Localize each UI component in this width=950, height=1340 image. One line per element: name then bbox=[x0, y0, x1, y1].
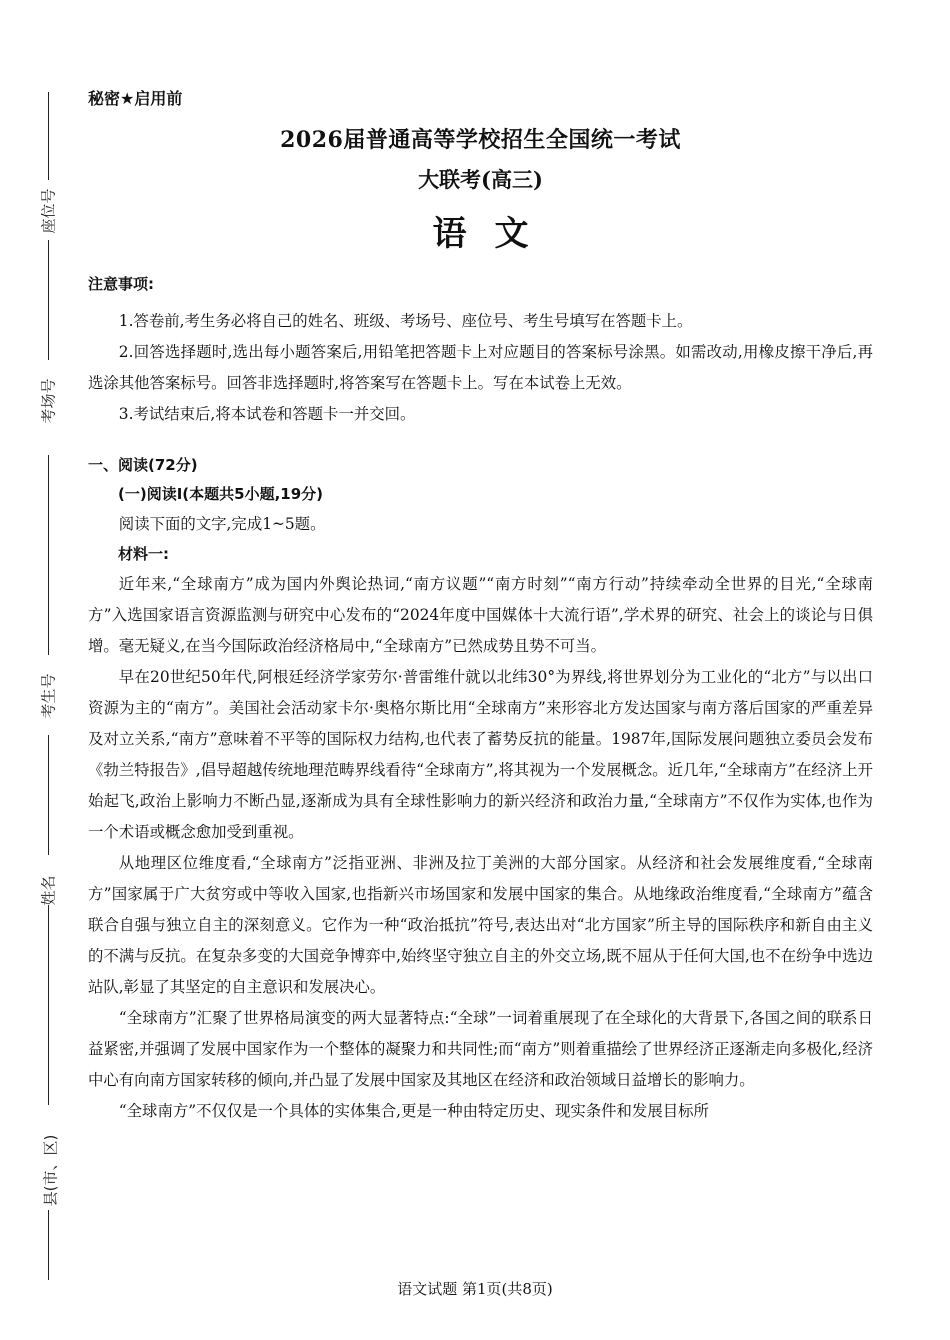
subsection-title: (一)阅读Ⅰ(本题共5小题,19分) bbox=[118, 485, 324, 503]
article-paragraph: 近年来,“全球南方”成为国内外舆论热词,“南方议题”“南方时刻”“南方行动”持续牵动全世界的目光,“全球南方”入选国家语言资源监测与研究中心发布的“2024年度中国媒体十大流行语”,学术界的研究、社会上的谈论与日俱增。毫无疑义,在当今国际政治经济格局中,“全球南方”已然成势且势不可当。 bbox=[88, 575, 873, 655]
notice-item: 2.回答选择题时,选出每小题答案后,用铅笔把答题卡上对应题目的答案标号涂黑。如需改动,用橡皮擦干净后,再选涂其他答案标号。回答非选择题时,将答案写在答题卡上。写在本试卷上无效。 bbox=[88, 343, 873, 392]
exam-page bbox=[88, 86, 873, 1127]
binding-margin bbox=[0, 0, 70, 1340]
notice-heading: 注意事项: bbox=[88, 275, 154, 293]
margin-line bbox=[48, 905, 49, 1105]
margin-line bbox=[48, 92, 49, 180]
notice-item: 3.考试结束后,将本试卷和答题卡一并交回。 bbox=[118, 405, 416, 423]
material-title: 材料一: bbox=[118, 545, 169, 563]
page-footer: 语文试题 第1页(共8页) bbox=[397, 1280, 553, 1298]
exam-room-label: 考场号 bbox=[39, 378, 58, 424]
section-title: 一、阅读(72分) bbox=[88, 456, 198, 474]
article-paragraph: 早在20世纪50年代,阿根廷经济学家劳尔·普雷维什就以北纬30°为界线,将世界划分为工业化的“北方”与以出口资源为主的“南方”。美国社会活动家卡尔·奥格尔斯比用“全球南方”来形容北方发达国家与南方落后国家的严重差异及对立关系,“南方”意味着不平等的国际权力结构,也代表了蓄势反抗的能量。1987年,国际发展问题独立委员会发布《勃兰特报告》,倡导超越传统地理范畴界线看待“全球南方”,将其视为一个发展概念。近几年,“全球南方”在经济上开始起飞,政治上影响力不断凸显,逐渐成为具有全球性影响力的新兴经济和政治力量,“全球南方”不仅作为实体,也作为一个术语或概念愈加受到重视。 bbox=[88, 668, 873, 841]
name-label: 姓名 bbox=[39, 875, 58, 906]
seat-number-label: 座位号 bbox=[39, 188, 58, 234]
exam-number-label: 考生号 bbox=[39, 673, 58, 719]
margin-line bbox=[48, 735, 49, 855]
article-paragraph: 从地理区位维度看,“全球南方”泛指亚洲、非洲及拉丁美洲的大部分国家。从经济和社会发展维度看,“全球南方”国家属于广大贫穷或中等收入国家,也指新兴市场国家和发展中国家的集合。从地缘政治维度看,“全球南方”蕴含联合自强与独立自主的深刻意义。它作为一种“政治抵抗”符号,表达出对“北方国家”所主导的国际秩序和新自由主义的不满与反抗。在复杂多变的大国竞争博弈中,始终坚守独立自主的外交立场,既不屈从于任何大国,也不在纷争中选边站队,彰显了其坚定的自主意识和发展决心。 bbox=[88, 854, 873, 996]
exam-title: 2026届普通高等学校招生全国统一考试 bbox=[280, 127, 681, 153]
exam-subtitle: 大联考(高三) bbox=[418, 167, 543, 192]
margin-line bbox=[48, 240, 49, 360]
subject-title: 语文 bbox=[432, 214, 557, 254]
margin-line bbox=[48, 1210, 49, 1280]
county-label: 县(市、区) bbox=[41, 1134, 60, 1207]
article-paragraph: “全球南方”汇聚了世界格局演变的两大显著特点:“全球”一词着重展现了在全球化的大背景下,各国之间的联系日益紧密,并强调了发展中国家作为一个整体的凝聚力和共同性;而“南方”则着重描绘了世界经济正逐渐走向多极化,经济中心有向南方国家转移的倾向,并凸显了发展中国家及其地区在经济和政治领域日益增长的影响力。 bbox=[88, 1009, 873, 1089]
article-paragraph: “全球南方”不仅仅是一个具体的实体集合,更是一种由特定历史、现实条件和发展目标所 bbox=[118, 1102, 709, 1120]
margin-line bbox=[48, 455, 49, 655]
reading-instruction: 阅读下面的文字,完成1~5题。 bbox=[118, 515, 326, 533]
notice-item: 1.答卷前,考生务必将自己的姓名、班级、考场号、座位号、考生号填写在答题卡上。 bbox=[118, 312, 693, 330]
secret-mark: 秘密★启用前 bbox=[88, 89, 183, 108]
